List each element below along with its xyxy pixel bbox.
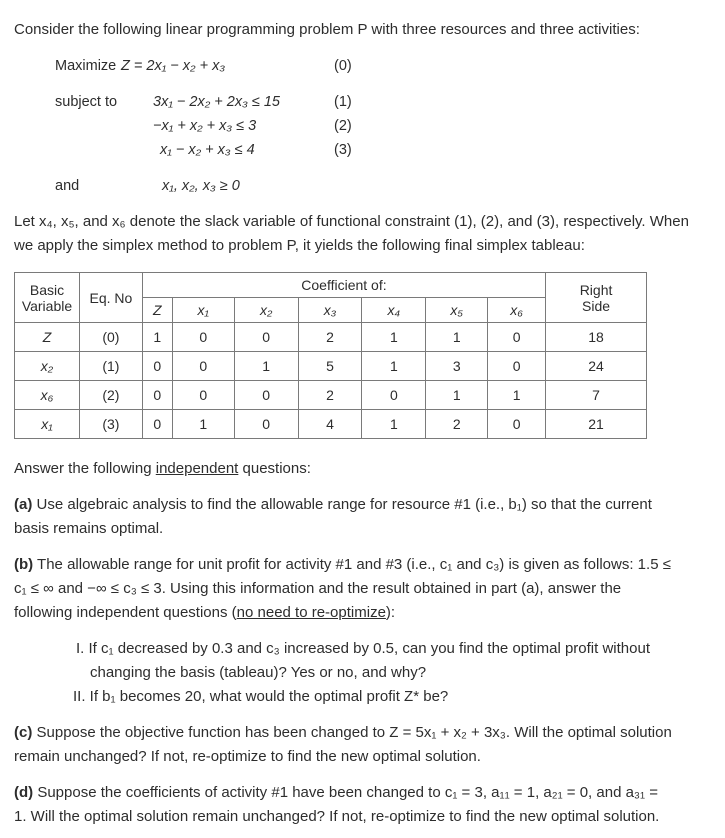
subject-to-label: subject to: [55, 94, 118, 110]
coef-cell: 2: [298, 381, 362, 410]
coef-cell: 1: [172, 410, 234, 439]
column-header: x₃: [298, 298, 362, 323]
eq-cell: (1): [79, 352, 142, 381]
coef-cell: 0: [488, 352, 546, 381]
coef-cell: 0: [172, 381, 234, 410]
eq-no-header: Eq. No: [79, 273, 142, 323]
coef-cell: 0: [142, 410, 172, 439]
constraint-1: 3x₁ − 2x₂ + 2x₃ ≤ 15: [153, 94, 280, 110]
objective-label: Maximize: [55, 58, 117, 74]
constraint-3: x₁ − x₂ + x₃ ≤ 4: [160, 142, 255, 158]
coef-cell: 2: [426, 410, 488, 439]
coef-cell: 0: [172, 352, 234, 381]
slack-text-line-1: Let x₄, x₅, and x₆ denote the slack variable of functional constraint (1), (2), and (3), respectively. When: [14, 213, 689, 230]
coef-cell: 0: [488, 410, 546, 439]
coef-cell: 1: [362, 352, 426, 381]
intro-text: Consider the following linear programming problem P with three resources and three activities:: [14, 21, 640, 38]
column-header: x₅: [426, 298, 488, 323]
question-b-sub-1-line-1: I. If c₁ decreased by 0.3 and c₃ increased by 0.5, can you find the optimal profit without: [76, 640, 650, 657]
table-row: [15, 410, 647, 439]
column-header: x₄: [362, 298, 426, 323]
rhs-cell: 18: [546, 323, 647, 352]
coef-cell: 3: [426, 352, 488, 381]
slack-text-line-2: we apply the simplex method to problem P, it yields the following final simplex tableau:: [14, 237, 585, 254]
objective-tag: (0): [334, 58, 352, 74]
coef-cell: 4: [298, 410, 362, 439]
table-row: [15, 323, 647, 352]
question-a-line-2: basis remains optimal.: [14, 520, 164, 537]
question-b-sub-2: II. If b₁ becomes 20, what would the optimal profit Z* be?: [73, 688, 449, 705]
constraint-3-tag: (3): [334, 142, 352, 158]
question-b-sub-1-line-2: changing the basis (tableau)? Yes or no, and why?: [90, 664, 427, 681]
coef-cell: 5: [298, 352, 362, 381]
question-a-line-1: (a) Use algebraic analysis to find the allowable range for resource #1 (i.e., b₁) so that the current: [14, 496, 652, 513]
question-d-label: (d): [14, 784, 34, 801]
column-header: x₁: [172, 298, 234, 323]
coef-cell: 0: [142, 352, 172, 381]
coefficient-header: Coefficient of:: [142, 273, 545, 298]
question-b-label: (b): [14, 556, 34, 573]
nonnegativity: x₁, x₂, x₃ ≥ 0: [162, 178, 240, 194]
column-header: x₂: [234, 298, 298, 323]
constraint-2-tag: (2): [334, 118, 352, 134]
answer-intro: Answer the following independent questions:: [14, 460, 311, 477]
question-c-label: (c): [14, 724, 33, 741]
coef-cell: 0: [142, 381, 172, 410]
right-side-header: Right Side: [546, 273, 647, 323]
question-b-line-2: c₁ ≤ ∞ and −∞ ≤ c₃ ≤ 3. Using this information and the result obtained in part (a), answer the: [14, 580, 622, 597]
rhs-cell: 21: [546, 410, 647, 439]
question-b-line-3: following independent questions (no need to re-optimize):: [14, 604, 396, 621]
eq-cell: (3): [79, 410, 142, 439]
rhs-cell: 7: [546, 381, 647, 410]
question-c-line-2: remain unchanged? If not, re-optimize to find the new optimal solution.: [14, 748, 481, 765]
basic-variable-header: Basic Variable: [15, 273, 80, 323]
coef-cell: 0: [362, 381, 426, 410]
column-header: x₆: [488, 298, 546, 323]
constraint-1-tag: (1): [334, 94, 352, 110]
eq-cell: (0): [79, 323, 142, 352]
coef-cell: 1: [234, 352, 298, 381]
constraint-2: −x₁ + x₂ + x₃ ≤ 3: [153, 118, 257, 134]
question-b-line-1: (b) The allowable range for unit profit for activity #1 and #3 (i.e., c₁ and c₃) is given as follows: 1.5 ≤: [14, 556, 671, 573]
question-d-line-2: 1. Will the optimal solution remain unchanged? If not, re-optimize to find the new optimal solution.: [14, 808, 660, 825]
eq-cell: (2): [79, 381, 142, 410]
coef-cell: 0: [488, 323, 546, 352]
coef-cell: 1: [426, 381, 488, 410]
coef-cell: 1: [362, 410, 426, 439]
basic-cell: x₂: [15, 352, 80, 381]
simplex-tableau: [14, 272, 647, 439]
coef-cell: 0: [234, 410, 298, 439]
question-a-label: (a): [14, 496, 33, 513]
basic-cell: x₆: [15, 381, 80, 410]
coef-cell: 0: [234, 323, 298, 352]
basic-cell: Z: [15, 323, 80, 352]
coef-cell: 0: [172, 323, 234, 352]
coef-cell: 1: [142, 323, 172, 352]
basic-cell: x₁: [15, 410, 80, 439]
table-row: [15, 352, 647, 381]
coef-cell: 1: [362, 323, 426, 352]
column-header: Z: [142, 298, 172, 323]
coef-cell: 1: [488, 381, 546, 410]
coef-cell: 0: [234, 381, 298, 410]
question-d-line-1: (d) Suppose the coefficients of activity #1 have been changed to c₁ = 3, a₁₁ = 1, a₂₁ = 0, and a₃₁ =: [14, 784, 659, 801]
rhs-cell: 24: [546, 352, 647, 381]
coef-cell: 1: [426, 323, 488, 352]
table-row: [15, 381, 647, 410]
and-label: and: [55, 178, 80, 194]
coef-cell: 2: [298, 323, 362, 352]
objective-function: Z = 2x₁ − x₂ + x₃: [121, 58, 226, 74]
question-c-line-1: (c) Suppose the objective function has been changed to Z = 5x₁ + x₂ + 3x₃. Will the optimal solution: [14, 724, 672, 741]
